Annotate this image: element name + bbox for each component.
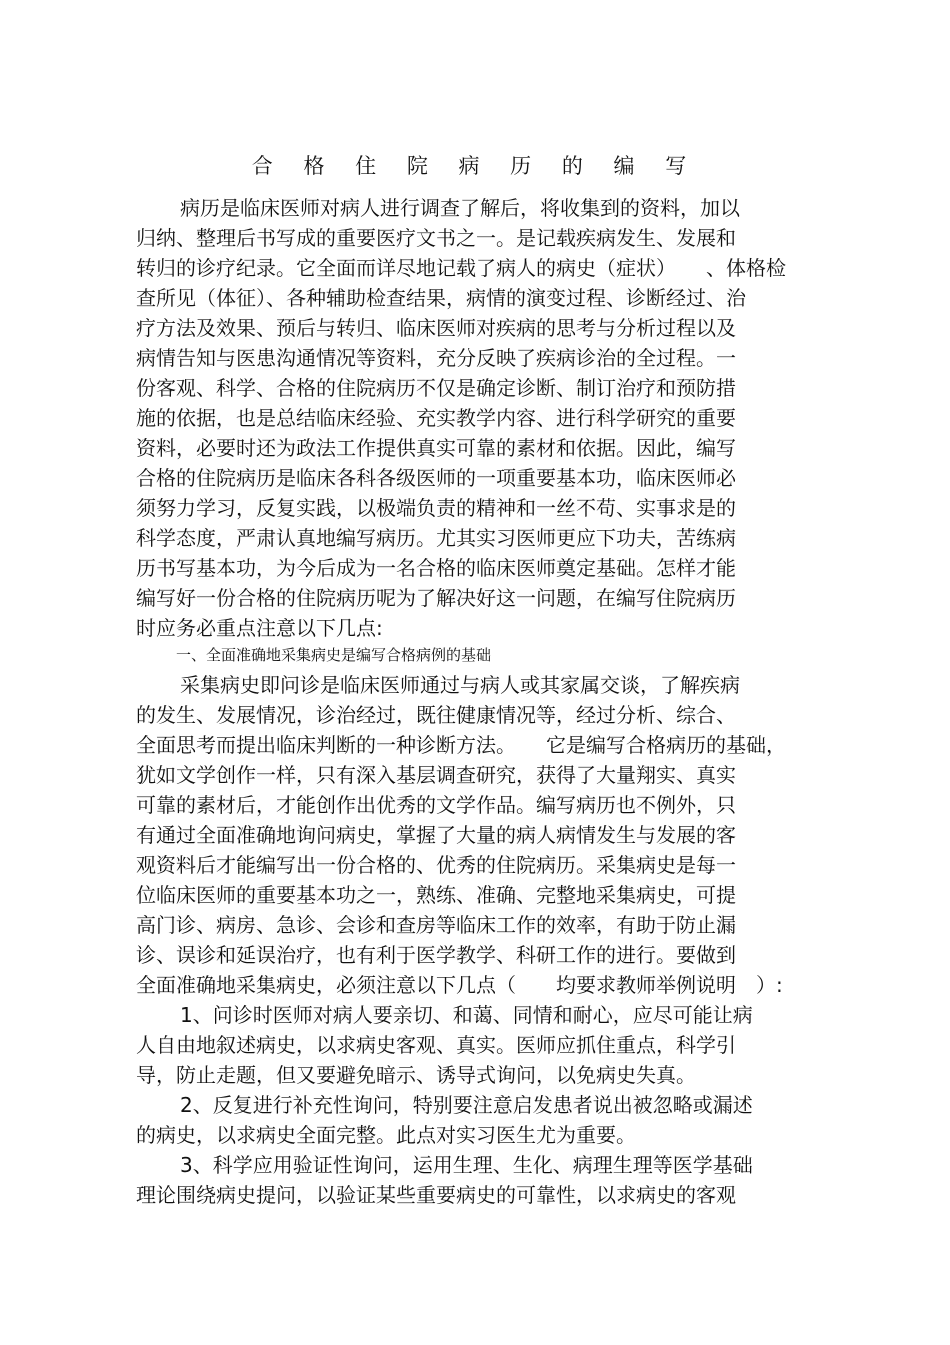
paragraph2-line-4: 犹如文学创作一样，只有深入基层调查研究，获得了大量翔实、真实 [136,763,736,787]
paragraph1-line-14: 编写好一份合格的住院病历呢为了解决好这一问题，在编写住院病历 [136,586,736,610]
item1-line-3: 导，防止走题，但又要避免暗示、诱导式询问，以免病史失真。 [136,1063,696,1087]
paragraph2-line-11: 全面准确地采集病史，必须注意以下几点（ 均要求教师举例说明 ）: [136,973,783,997]
paragraph1-line-15: 时应务必重点注意以下几点: [136,616,383,640]
item1-line-1: 1、问诊时医师对病人要亲切、和蔼、同情和耐心，应尽可能让病 [180,1003,753,1027]
paragraph1-line-1: 病历是临床医师对病人进行调查了解后，将收集到的资料，加以 [180,196,740,220]
document-title: 合 格 住 院 病 历 的 编 写 [251,154,699,178]
item2-line-2: 的病史，以求病史全面完整。此点对实习医生尤为重要。 [136,1123,636,1147]
paragraph2-line-3: 全面思考而提出临床判断的一种诊断方法。 它是编写合格病历的基础， [136,733,786,757]
paragraph2-line-10: 诊、误诊和延误治疗，也有利于医学教学、科研工作的进行。要做到 [136,943,736,967]
paragraph2-line-9: 高门诊、病房、急诊、会诊和查房等临床工作的效率，有助于防止漏 [136,913,736,937]
paragraph1-line-12: 科学态度，严肃认真地编写病历。尤其实习医师更应下功夫，苦练病 [136,526,736,550]
paragraph2-line-5: 可靠的素材后，才能创作出优秀的文学作品。编写病历也不例外，只 [136,793,736,817]
paragraph1-line-6: 病情告知与医患沟通情况等资料，充分反映了疾病诊治的全过程。一 [136,346,736,370]
paragraph2-line-7: 观资料后才能编写出一份合格的、优秀的住院病历。采集病史是每一 [136,853,736,877]
paragraph1-line-2: 归纳、整理后书写成的重要医疗文书之一。是记载疾病发生、发展和 [136,226,736,250]
paragraph2-line-1: 采集病史即问诊是临床医师通过与病人或其家属交谈，了解疾病 [180,673,740,697]
paragraph1-line-4: 查所见（体征）、各种辅助检查结果，病情的演变过程、诊断经过、治 [136,286,746,310]
paragraph1-line-9: 资料，必要时还为政法工作提供真实可靠的素材和依据。因此，编写 [136,436,736,460]
item3-line-2: 理论围绕病史提问，以验证某些重要病史的可靠性，以求病史的客观 [136,1183,736,1207]
paragraph2-line-6: 有通过全面准确地询问病史，掌握了大量的病人病情发生与发展的客 [136,823,736,847]
paragraph1-line-7: 份客观、科学、合格的住院病历不仅是确定诊断、制订治疗和预防措 [136,376,736,400]
paragraph1-line-8: 施的依据，也是总结临床经验、充实教学内容、进行科学研究的重要 [136,406,736,430]
section1-heading: 一、全面准确地采集病史是编写合格病例的基础 [176,646,492,664]
paragraph2-line-8: 位临床医师的重要基本功之一，熟练、准确、完整地采集病史，可提 [136,883,736,907]
paragraph1-line-11: 须努力学习，反复实践，以极端负责的精神和一丝不苟、实事求是的 [136,496,736,520]
paragraph2-line-2: 的发生、发展情况，诊治经过，既往健康情况等，经过分析、综合、 [136,703,736,727]
paragraph1-line-5: 疗方法及效果、预后与转归、临床医师对疾病的思考与分析过程以及 [136,316,736,340]
item2-line-1: 2、反复进行补充性询问，特别要注意启发患者说出被忽略或漏述 [180,1093,753,1117]
paragraph1-line-13: 历书写基本功，为今后成为一名合格的临床医师奠定基础。怎样才能 [136,556,736,580]
paragraph1-line-10: 合格的住院病历是临床各科各级医师的一项重要基本功，临床医师必 [136,466,736,490]
item1-line-2: 人自由地叙述病史，以求病史客观、真实。医师应抓住重点，科学引 [136,1033,736,1057]
paragraph1-line-3: 转归的诊疗纪录。它全面而详尽地记载了病人的病史（症状） 、体格检 [136,256,786,280]
item3-line-1: 3、科学应用验证性询问，运用生理、生化、病理生理等医学基础 [180,1153,753,1177]
